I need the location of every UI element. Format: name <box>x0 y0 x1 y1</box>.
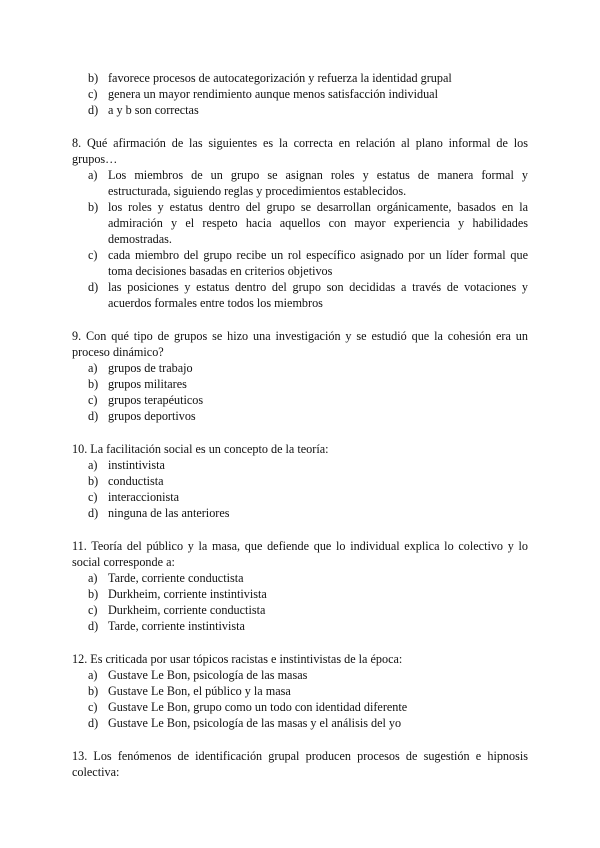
question-options <box>72 167 528 311</box>
option-text: grupos terapéuticos <box>108 393 204 407</box>
option <box>72 247 528 279</box>
option-text: Gustave Le Bon, grupo como un todo con identidad diferente <box>108 700 408 714</box>
option-letter: b) <box>88 377 99 391</box>
question-10 <box>72 441 528 521</box>
option-text: ninguna de las anteriores <box>108 506 230 520</box>
option <box>72 408 528 424</box>
option-text: Los miembros de un grupo se asignan roles y estatus de manera formal y estructurada, siguiendo reglas y procedimientos establecidos. <box>108 168 528 198</box>
option-text: instintivista <box>108 458 165 472</box>
option-text: conductista <box>108 474 164 488</box>
question-text: 10. La facilitación social es un concepto de la teoría: <box>72 442 329 456</box>
option <box>72 70 528 86</box>
option-text: grupos militares <box>108 377 187 391</box>
page-content <box>72 70 528 780</box>
option <box>72 602 528 618</box>
question-options <box>72 570 528 634</box>
option-letter: b) <box>88 474 99 488</box>
question-text: 9. Con qué tipo de grupos se hizo una investigación y se estudió que la cohesión era un proceso dinámico? <box>72 329 528 359</box>
intro-options <box>72 70 528 118</box>
question-text: 8. Qué afirmación de las siguientes es la correcta en relación al plano informal de los grupos… <box>72 136 528 166</box>
option-letter: a) <box>88 668 98 682</box>
option-letter: c) <box>88 87 98 101</box>
option-text: favorece procesos de autocategorización y refuerza la identidad grupal <box>108 71 452 85</box>
question-text: 13. Los fenómenos de identificación grupal producen procesos de sugestión e hipnosis colectiva: <box>72 749 528 779</box>
option-text: Tarde, corriente instintivista <box>108 619 245 633</box>
question-13 <box>72 748 528 780</box>
option <box>72 715 528 731</box>
question-11 <box>72 538 528 634</box>
option <box>72 279 528 311</box>
option-letter: b) <box>88 200 99 214</box>
option <box>72 473 528 489</box>
option-text: Durkheim, corriente instintivista <box>108 587 267 601</box>
option-letter: b) <box>88 684 99 698</box>
option-text: Gustave Le Bon, psicología de las masas y el análisis del yo <box>108 716 402 730</box>
question-options <box>72 667 528 731</box>
option <box>72 505 528 521</box>
option-text: Gustave Le Bon, el público y la masa <box>108 684 291 698</box>
option <box>72 683 528 699</box>
option-text: cada miembro del grupo recibe un rol específico asignado por un líder formal que toma decisiones basadas en criterios objetivos <box>108 248 528 278</box>
option-text: grupos deportivos <box>108 409 196 423</box>
option-text: interaccionista <box>108 490 180 504</box>
option-letter: a) <box>88 168 98 182</box>
option-letter: c) <box>88 393 98 407</box>
option-letter: c) <box>88 603 98 617</box>
option-letter: d) <box>88 103 99 117</box>
option-text: Gustave Le Bon, psicología de las masas <box>108 668 308 682</box>
option <box>72 392 528 408</box>
option <box>72 457 528 473</box>
option-text: grupos de trabajo <box>108 361 193 375</box>
option-letter: a) <box>88 571 98 585</box>
option-letter: c) <box>88 700 98 714</box>
option <box>72 360 528 376</box>
option <box>72 167 528 199</box>
option <box>72 489 528 505</box>
option-letter: d) <box>88 409 99 423</box>
question-12 <box>72 651 528 731</box>
question-text: 11. Teoría del público y la masa, que defiende que lo individual explica lo colectivo y lo social corresponde a: <box>72 539 528 569</box>
option <box>72 699 528 715</box>
option <box>72 199 528 247</box>
option-letter: d) <box>88 280 99 294</box>
question-options <box>72 360 528 424</box>
question-9 <box>72 328 528 424</box>
option <box>72 667 528 683</box>
option <box>72 618 528 634</box>
option-text: Durkheim, corriente conductista <box>108 603 266 617</box>
option-text: las posiciones y estatus dentro del grupo son decididas a través de votaciones y acuerdos formales entre todos los miembros <box>108 280 528 310</box>
option-letter: a) <box>88 458 98 472</box>
question-text: 12. Es criticada por usar tópicos racistas e instintivistas de la época: <box>72 652 403 666</box>
option <box>72 570 528 586</box>
option <box>72 586 528 602</box>
option-letter: a) <box>88 361 98 375</box>
option-letter: d) <box>88 716 99 730</box>
option-text: los roles y estatus dentro del grupo se desarrollan orgánicamente, basados en la admiración y el respeto hacia aquellos con mayor experiencia y habilidades demostradas. <box>108 200 528 246</box>
option <box>72 86 528 102</box>
option-letter: b) <box>88 587 99 601</box>
question-8 <box>72 135 528 311</box>
option-letter: d) <box>88 506 99 520</box>
option-letter: c) <box>88 248 98 262</box>
option-letter: c) <box>88 490 98 504</box>
option-text: a y b son correctas <box>108 103 199 117</box>
option-text: Tarde, corriente conductista <box>108 571 244 585</box>
option-letter: b) <box>88 71 99 85</box>
option-text: genera un mayor rendimiento aunque menos satisfacción individual <box>108 87 438 101</box>
option-letter: d) <box>88 619 99 633</box>
option <box>72 102 528 118</box>
question-options <box>72 457 528 521</box>
option <box>72 376 528 392</box>
